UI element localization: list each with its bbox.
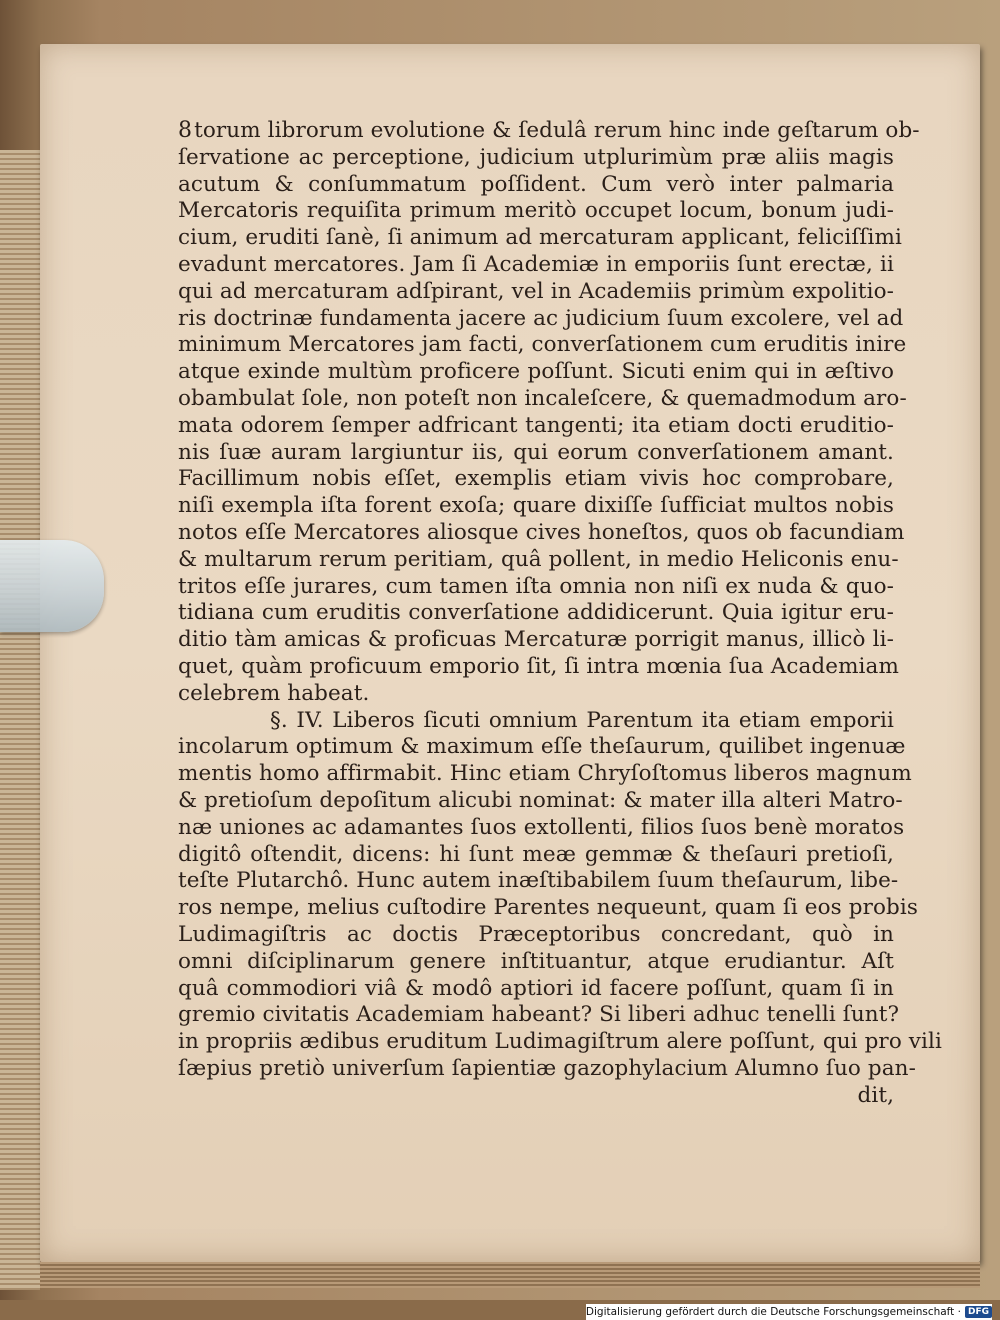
- text-line: minimum Mercatores jam facti, converſationem cum eruditis inire: [178, 332, 907, 358]
- catchword: dit,: [857, 1082, 894, 1108]
- page-stack-edge: [40, 1262, 980, 1288]
- section-heading-line: §. IV. Liberos ſicuti omnium Parentum ita etiam emporii: [270, 707, 894, 733]
- text-line: in propriis ædibus eruditum Ludimagiſtrum alere poſſunt, qui pro vili: [178, 1029, 942, 1055]
- text-line: incolarum optimum & maximum eſſe theſaurum, quilibet ingenuæ: [178, 734, 906, 760]
- text-line: ditio tàm amicas & proficuas Mercaturæ porrigit manus, illicò li-: [178, 627, 894, 653]
- text-line: niſi exempla iſta forent exoſa; quare dixiſſe ſufficiat multos nobis: [178, 493, 894, 519]
- text-line: mentis homo affirmabit. Hinc etiam Chryſoſtomus liberos magnum: [178, 761, 912, 787]
- text-line: Mercatoris requiſita primum meritò occupet locum, bonum judi-: [178, 198, 894, 224]
- text-line: acutum & conſummatum poſſident. Cum verò inter palmaria: [178, 171, 894, 197]
- book-edge: [0, 150, 40, 1290]
- text-line: quet, quàm proficuum emporio ſit, ſi intra mœnia ſua Academiam: [178, 653, 899, 679]
- paragraph-end-line: celebrem habeat.: [178, 680, 370, 706]
- dfg-logo: DFG: [965, 1306, 992, 1318]
- text-line: & multarum rerum peritiam, quâ pollent, in medio Heliconis enu-: [178, 546, 899, 572]
- text-line: qui ad mercaturam adſpirant, vel in Academiis primùm expolitio-: [178, 278, 894, 304]
- text-line: evadunt mercatores. Jam ſi Academiæ in emporiis ſunt erectæ, ii: [178, 251, 894, 277]
- text-line: ſervatione ac perceptione, judicium utplurimùm præ aliis magis: [178, 144, 894, 170]
- text-line: omni diſciplinarum genere inſtituantur, atque erudiantur. Aſt: [178, 948, 894, 974]
- text-line: Ludimagiſtris ac doctis Præceptoribus concredant, quò in: [178, 921, 894, 947]
- text-line: tritos eſſe jurares, cum tamen iſta omnia non niſi ex nuda & quo-: [178, 573, 894, 599]
- text-line: ris doctrinæ fundamenta jacere ac judicium ſuum excolere, vel ad: [178, 305, 904, 331]
- text-line: Facillimum nobis eſſet, exemplis etiam vivis hoc comprobare,: [178, 466, 894, 492]
- text-line: nis ſuæ auram largiuntur iis, qui eorum converſationem amant.: [178, 439, 894, 465]
- text-line: 8torum librorum evolutione & ſedulâ rerum hinc inde geſtarum ob-: [178, 118, 920, 143]
- text-line: mata odorem ſemper adfricant tangenti; ita etiam docti eruditio-: [178, 412, 894, 438]
- text-line: gremio civitatis Academiam habeant? Si liberi adhuc tenelli ſunt?: [178, 1002, 900, 1028]
- text-line: cium, eruditi ſanè, ſi animum ad mercaturam applicant, feliciſſimi: [178, 225, 902, 251]
- page-text: [178, 118, 942, 1158]
- digitization-footer: [586, 1304, 992, 1320]
- text-line: digitô oſtendit, dicens: hi ſunt meæ gemmæ & theſauri pretioſi,: [178, 841, 894, 867]
- footer-credit: Digitalisierung gefördert durch die Deutsche Forschungsgemeinschaft ·: [585, 1306, 961, 1318]
- text-line: notos eſſe Mercatores aliosque cives honeſtos, quos ob facundiam: [178, 519, 905, 545]
- page-number: 8: [178, 118, 193, 143]
- page-clip: [0, 540, 104, 632]
- text-line: obambulat ſole, non poteſt non incaleſcere, & quemadmodum aro-: [178, 385, 907, 411]
- text-line: næ uniones ac adamantes ſuos extollenti, filios ſuos benè moratos: [178, 814, 905, 840]
- text-line: atque exinde multùm proficere poſſunt. Sicuti enim qui in æſtivo: [178, 359, 894, 385]
- text-line: tidiana cum eruditis converſatione addidicerunt. Quia igitur eru-: [178, 600, 894, 626]
- text-line: & pretioſum depoſitum alicubi nominat: & mater illa alteri Matro-: [178, 787, 903, 813]
- text-line: quâ commodiori viâ & modô aptiori id facere poſſunt, quam ſi in: [178, 975, 894, 1001]
- text-line: ros nempe, melius cuſtodire Parentes nequeunt, quam ſi eos probis: [178, 895, 918, 921]
- text-line: teſte Plutarchô. Hunc autem inæſtibabilem ſuum theſaurum, libe-: [178, 868, 899, 894]
- text-line: ſæpius pretiò univerſum ſapientiæ gazophylacium Alumno ſuo pan-: [178, 1055, 916, 1081]
